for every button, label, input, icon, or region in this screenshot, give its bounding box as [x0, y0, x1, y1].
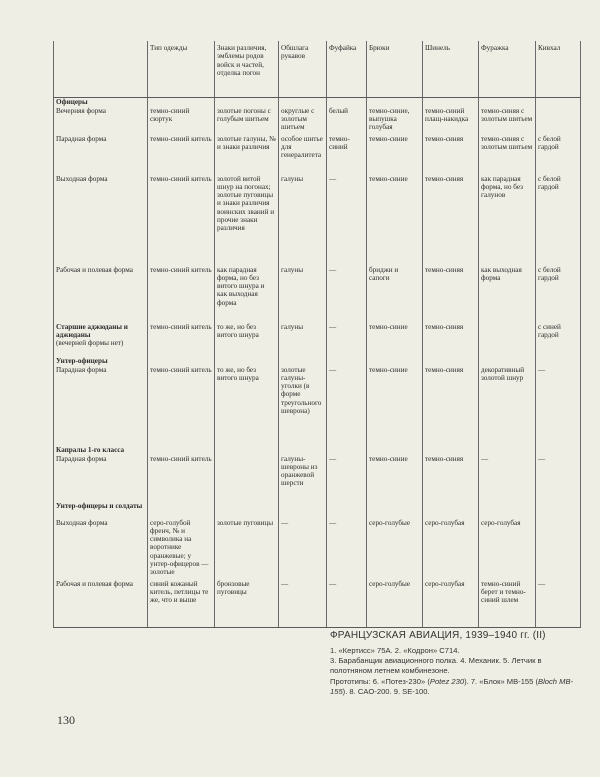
- table-cell: темно-синие: [367, 175, 423, 266]
- table-cell: серо-голубой френч, № и символика на воротнике оранжевые; у унтер-офицеров — золотые: [148, 519, 215, 580]
- table-cell: [536, 357, 581, 366]
- table-cell: Выходная форма: [54, 175, 148, 266]
- table-cell: бриджи и сапоги: [367, 266, 423, 323]
- table-cell: с синей гардой: [536, 323, 581, 357]
- table-cell: [215, 455, 279, 502]
- table-cell: [367, 98, 423, 107]
- table-cell: Парадная форма: [54, 455, 148, 502]
- table-cell: Выходная форма: [54, 519, 148, 580]
- table-cell: темно-синие: [367, 135, 423, 175]
- table-cell: галуны: [279, 266, 327, 323]
- column-header: [54, 41, 148, 98]
- table-cell: бронзовые пуговицы: [215, 580, 279, 628]
- caption-title: ФРАНЦУЗСКАЯ АВИАЦИЯ, 1939–1940 гг. (II): [330, 630, 546, 641]
- table-cell: серо-голубая: [423, 519, 479, 580]
- group-title: Офицеры: [54, 98, 148, 107]
- table-cell: —: [327, 175, 367, 266]
- table-cell: [279, 357, 327, 366]
- group-title: Унтер-офицеры и солдаты: [54, 502, 148, 519]
- table-cell: темно-синяя: [423, 266, 479, 323]
- table-cell: золотые погоны с голубым шитьем: [215, 107, 279, 135]
- table-cell: —: [327, 580, 367, 628]
- table-cell: [367, 502, 423, 519]
- column-header: Знаки различия, эмблемы родов войск и частей, отделка погон: [215, 41, 279, 98]
- table-cell: [479, 502, 536, 519]
- column-header: Фуражка: [479, 41, 536, 98]
- column-header: Шинель: [423, 41, 479, 98]
- table-cell: [536, 502, 581, 519]
- table-row: [54, 580, 581, 628]
- table-cell: с белой гардой: [536, 266, 581, 323]
- table-cell: [148, 446, 215, 455]
- table-row: [54, 135, 581, 175]
- table-cell: темно-синий плащ-накидка: [423, 107, 479, 135]
- table-cell: [148, 98, 215, 107]
- table-cell: [479, 323, 536, 357]
- table-cell: [327, 357, 367, 366]
- table-cell: как выходная форма: [479, 266, 536, 323]
- table-cell: [215, 98, 279, 107]
- column-header: Обшлага рукавов: [279, 41, 327, 98]
- table-cell: темно-синий китель: [148, 323, 215, 357]
- table-cell: [148, 357, 215, 366]
- table-cell: [215, 446, 279, 455]
- table-cell: [536, 519, 581, 580]
- table-cell: золотой витой шнур на погонах; золотые пуговицы и знаки различия воинских званий и прочие знаки различия: [215, 175, 279, 266]
- table-cell: темно-синий китель: [148, 135, 215, 175]
- table-cell: [327, 98, 367, 107]
- table-cell: [479, 446, 536, 455]
- table-cell: —: [327, 455, 367, 502]
- table-cell: Парадная форма: [54, 135, 148, 175]
- caption-body: [330, 646, 585, 697]
- table-cell: [423, 98, 479, 107]
- table-cell: темно-синие, выпушка голубая: [367, 107, 423, 135]
- group-header-row: [54, 357, 581, 366]
- table-cell: то же, но без витого шнура: [215, 366, 279, 446]
- table-cell: [279, 98, 327, 107]
- group-title: Унтер-офицеры: [54, 357, 148, 366]
- table-cell: —: [327, 366, 367, 446]
- table-row: [54, 107, 581, 135]
- table-cell: [423, 446, 479, 455]
- figure-caption: [330, 630, 585, 697]
- table-row: [54, 323, 581, 357]
- caption-line-1: 1. «Кертисс» 75А. 2. «Кодрон» C714.: [330, 646, 460, 655]
- table-cell: округлые с золотым шитьем: [279, 107, 327, 135]
- table-cell: [536, 446, 581, 455]
- group-title: [54, 323, 148, 357]
- table-cell: галуны: [279, 175, 327, 266]
- table-row: [54, 455, 581, 502]
- table-cell: особое шитье для генералитета: [279, 135, 327, 175]
- table-cell: темно-синяя с золотым шитьем: [479, 107, 536, 135]
- table-cell: —: [279, 519, 327, 580]
- table-cell: синий кожаный китель, петлицы те же, что и выше: [148, 580, 215, 628]
- table-cell: —: [479, 455, 536, 502]
- table-cell: серо-голубая: [423, 580, 479, 628]
- caption-line-2: 3. Барабанщик авиационного полка. 4. Механик. 5. Летчик в полотняном летнем комбинезоне.: [330, 656, 542, 676]
- group-title-text: Старшие аджюданы и аджюданы: [56, 322, 128, 339]
- table-cell: —: [327, 266, 367, 323]
- table-cell: —: [536, 366, 581, 446]
- table-cell: [327, 446, 367, 455]
- table-cell: [279, 502, 327, 519]
- table-cell: темно-синяя с золотым шитьем: [479, 135, 536, 175]
- table-cell: Рабочая и полевая форма: [54, 580, 148, 628]
- column-header: Брюки: [367, 41, 423, 98]
- table-cell: темно-синяя: [423, 323, 479, 357]
- table-cell: серо-голубые: [367, 580, 423, 628]
- group-header-row: [54, 446, 581, 455]
- table-cell: [536, 98, 581, 107]
- page-number: 130: [57, 713, 75, 727]
- table-cell: темно-синий китель: [148, 175, 215, 266]
- table-cell: серо-голубые: [367, 519, 423, 580]
- table-cell: [423, 357, 479, 366]
- table-cell: —: [279, 580, 327, 628]
- table-cell: Рабочая и полевая форма: [54, 266, 148, 323]
- table-cell: то же, но без витого шнура: [215, 323, 279, 357]
- table-cell: темно-синий китель: [148, 455, 215, 502]
- table-cell: темно-синий: [327, 135, 367, 175]
- table-cell: —: [536, 580, 581, 628]
- table-cell: [479, 98, 536, 107]
- table-cell: белый: [327, 107, 367, 135]
- uniform-table: [53, 41, 581, 628]
- table-cell: декоративный золотой шнур: [479, 366, 536, 446]
- column-header: Кивхал: [536, 41, 581, 98]
- column-header: Тип одежды: [148, 41, 215, 98]
- table-cell: Вечерняя форма: [54, 107, 148, 135]
- table-cell: темно-синий китель: [148, 366, 215, 446]
- table-cell: золотые пуговицы: [215, 519, 279, 580]
- table-cell: [536, 107, 581, 135]
- table-cell: Парадная форма: [54, 366, 148, 446]
- table-cell: [367, 446, 423, 455]
- table-row: [54, 175, 581, 266]
- table-cell: [215, 502, 279, 519]
- table-cell: с белой гардой: [536, 175, 581, 266]
- table-cell: темно-синяя: [423, 135, 479, 175]
- table-cell: темно-синие: [367, 323, 423, 357]
- table-cell: темно-синяя: [423, 366, 479, 446]
- table-cell: —: [327, 519, 367, 580]
- table-cell: серо-голубая: [479, 519, 536, 580]
- table-cell: [148, 502, 215, 519]
- table-cell: [479, 357, 536, 366]
- group-header-row: [54, 502, 581, 519]
- group-title: Капралы 1-го класса: [54, 446, 148, 455]
- table-cell: [367, 357, 423, 366]
- table-cell: темно-синий сюртук: [148, 107, 215, 135]
- table-cell: как парадная форма, но без витого шнура и как выходная форма: [215, 266, 279, 323]
- table-cell: галуны: [279, 323, 327, 357]
- table-cell: [279, 446, 327, 455]
- table-cell: —: [536, 455, 581, 502]
- table-cell: [215, 357, 279, 366]
- table-cell: золотые галуны-уголки (в форме треугольного шеврона): [279, 366, 327, 446]
- table-cell: —: [327, 323, 367, 357]
- table-row: [54, 266, 581, 323]
- table-cell: темно-синяя: [423, 175, 479, 266]
- table-row: [54, 519, 581, 580]
- table-cell: [327, 502, 367, 519]
- table-header-row: [54, 41, 581, 98]
- caption-line-3: Прототипы: 6. «Потез-230» (Potez 230). 7. «Блок» МВ-155 (Bloch MB-155). 8. CAO-200. 9. SE-100.: [330, 676, 574, 696]
- table-cell: темно-синяя: [423, 455, 479, 502]
- table-cell: золотые галуны, № и знаки различия: [215, 135, 279, 175]
- table-cell: темно-синий берет и темно-синий шлем: [479, 580, 536, 628]
- table-cell: [423, 502, 479, 519]
- group-subtitle: (вечерней формы нет): [56, 339, 124, 348]
- table-row: [54, 366, 581, 446]
- column-header: Фуфайка: [327, 41, 367, 98]
- table-cell: как парадная форма, но без галунов: [479, 175, 536, 266]
- table-cell: галуны-шевроны из оранжевой шерсти: [279, 455, 327, 502]
- table-cell: темно-синий китель: [148, 266, 215, 323]
- table-cell: с белой гардой: [536, 135, 581, 175]
- table-cell: темно-синие: [367, 455, 423, 502]
- group-header-row: [54, 98, 581, 107]
- table-cell: темно-синие: [367, 366, 423, 446]
